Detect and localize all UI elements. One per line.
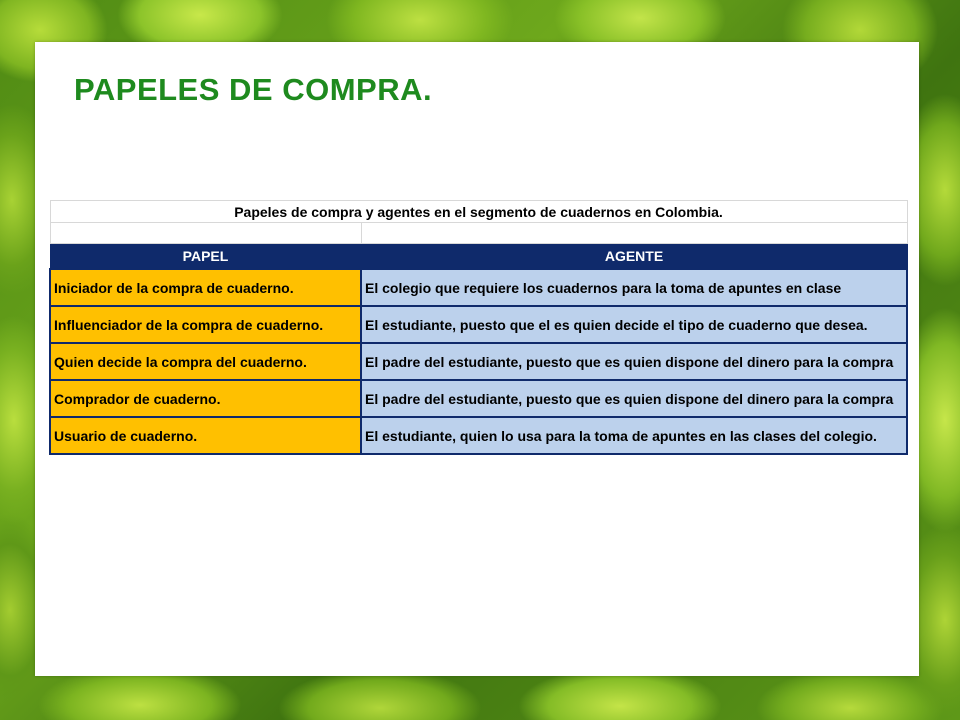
papel-cell: Influenciador de la compra de cuaderno. (50, 306, 361, 343)
agente-cell: El colegio que requiere los cuadernos para la toma de apuntes en clase (361, 269, 907, 306)
papel-cell: Comprador de cuaderno. (50, 380, 361, 417)
agente-cell: El estudiante, quien lo usa para la toma de apuntes en las clases del colegio. (361, 417, 907, 454)
roles-table (49, 200, 908, 455)
table-row (50, 306, 907, 343)
spacer-cell (50, 223, 361, 244)
agente-cell: El padre del estudiante, puesto que es quien dispone del dinero para la compra (361, 343, 907, 380)
agente-cell: El estudiante, puesto que el es quien decide el tipo de cuaderno que desea. (361, 306, 907, 343)
papel-cell: Usuario de cuaderno. (50, 417, 361, 454)
table-header-row (50, 244, 907, 270)
table-row (50, 343, 907, 380)
header-papel: PAPEL (50, 244, 361, 270)
papel-cell: Quien decide la compra del cuaderno. (50, 343, 361, 380)
papel-cell: Iniciador de la compra de cuaderno. (50, 269, 361, 306)
table-caption-row (50, 201, 907, 223)
table-row (50, 269, 907, 306)
slide-title: PAPELES DE COMPRA. (74, 72, 433, 107)
agente-cell: El padre del estudiante, puesto que es quien dispone del dinero para la compra (361, 380, 907, 417)
table-spacer-row (50, 223, 907, 244)
table-row (50, 417, 907, 454)
slide-panel (35, 42, 919, 676)
table-row (50, 380, 907, 417)
spacer-cell (361, 223, 907, 244)
header-agente: AGENTE (361, 244, 907, 270)
table-caption: Papeles de compra y agentes en el segmento de cuadernos en Colombia. (50, 201, 907, 223)
